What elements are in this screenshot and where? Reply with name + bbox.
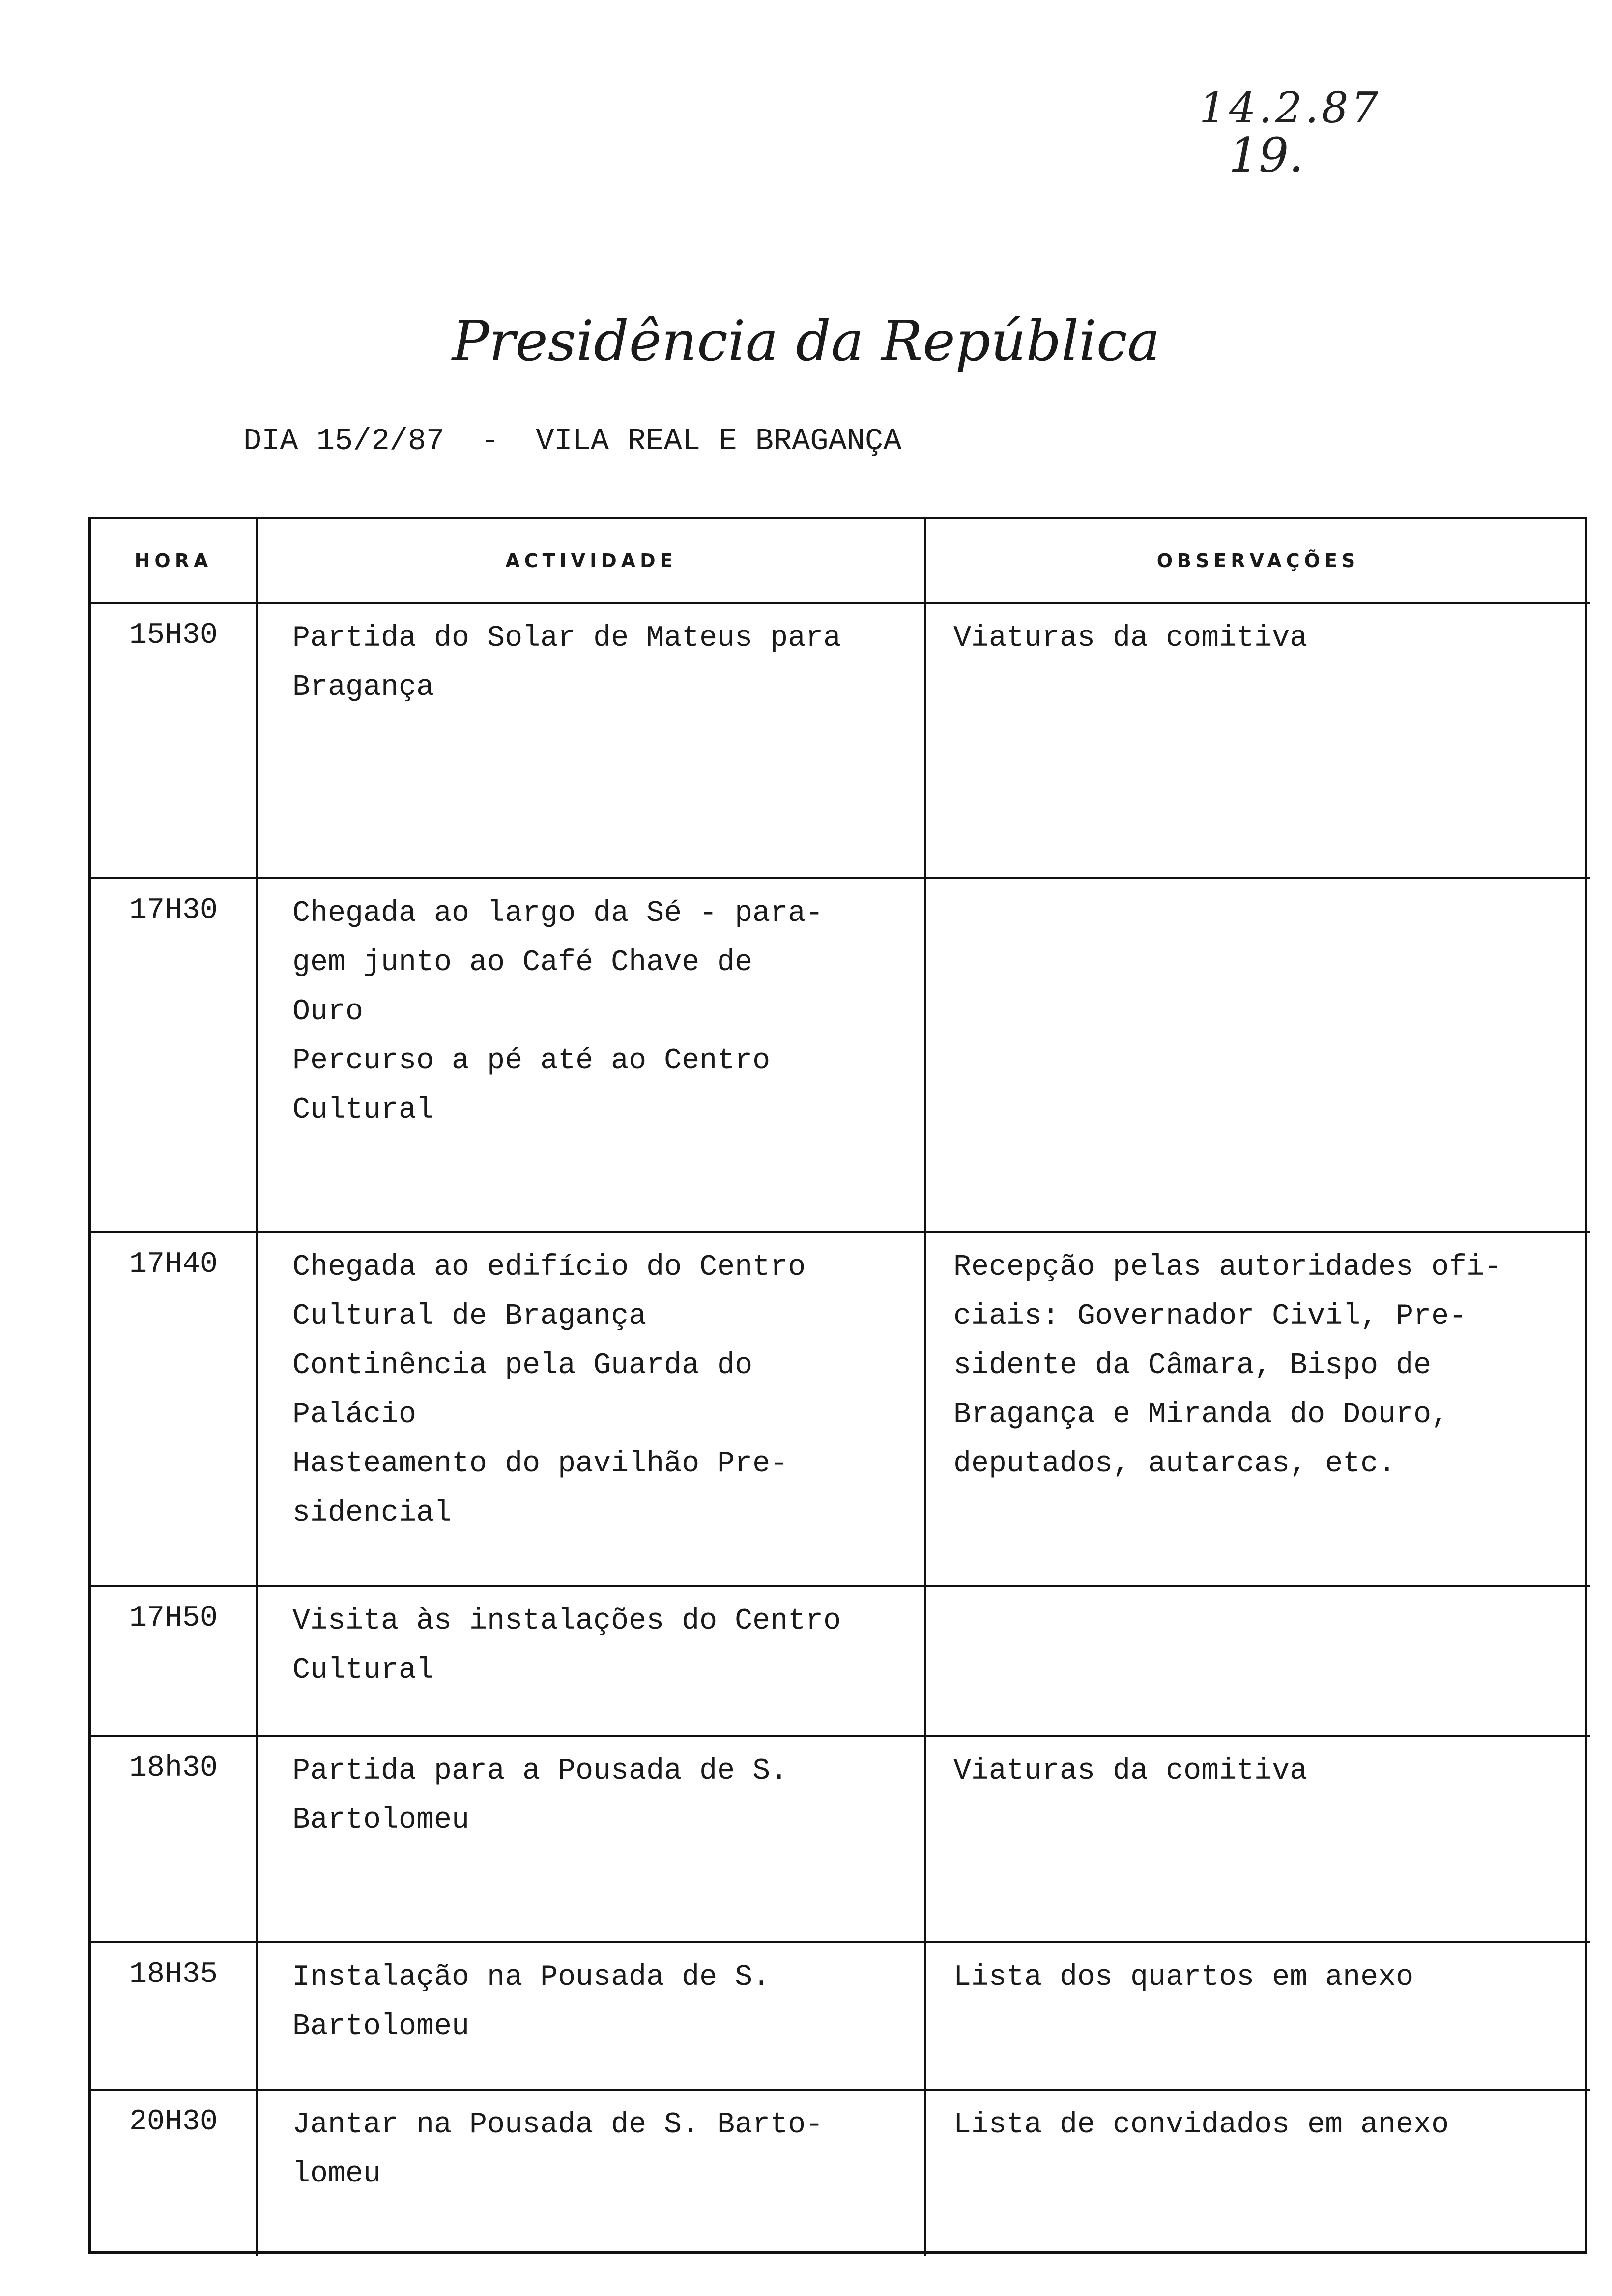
table-row-observacoes bbox=[926, 879, 1590, 1233]
table-row-observacoes: Viaturas da comitiva bbox=[926, 1737, 1590, 1943]
table-row-observacoes: Lista dos quartos em anexo bbox=[926, 1943, 1590, 2091]
table-row-actividade: Instalação na Pousada de S. Bartolomeu bbox=[258, 1943, 926, 2091]
table-row-hora: 17H40 bbox=[91, 1233, 258, 1587]
table-row-actividade: Partida do Solar de Mateus para Bragança bbox=[258, 604, 926, 879]
column-header-actividade: ACTIVIDADE bbox=[258, 519, 926, 604]
table-row-observacoes: Lista de convidados em anexo bbox=[953, 2108, 1449, 2142]
table-row-actividade: Visita às instalações do Centro Cultural bbox=[258, 1587, 926, 1737]
table-row-actividade: Jantar na Pousada de S. Barto- lomeu bbox=[258, 2091, 926, 2256]
table-row-observacoes: Recepção pelas autoridades ofi- ciais: Governador Civil, Pre- sidente da Câmara, Bispo de Bragança e Miranda do Douro, deputados, autarcas, etc. bbox=[926, 1233, 1590, 1587]
table-row-hora: 17H30 bbox=[91, 879, 258, 1233]
table-row-hora: 17H50 bbox=[91, 1587, 258, 1737]
handwritten-date: 14.2.87 bbox=[1199, 84, 1382, 133]
table-row-hora: 15H30 bbox=[91, 604, 258, 879]
table-row-actividade: Partida para a Pousada de S. Bartolomeu bbox=[258, 1737, 926, 1943]
schedule-table bbox=[88, 517, 1587, 2254]
table-row-hora: 18H35 bbox=[91, 1943, 258, 2091]
table-row-observacoes bbox=[926, 1587, 1590, 1737]
handwritten-number: 19. bbox=[1229, 128, 1304, 183]
column-header-hora: HORA bbox=[91, 519, 258, 604]
table-row-actividade: Chegada ao largo da Sé - para- gem junto ao Café Chave de Ouro Percurso a pé até ao Centro Cultural bbox=[258, 879, 926, 1233]
document-title: DIA 15/2/87 - VILA REAL E BRAGANÇA bbox=[243, 424, 902, 459]
table-row-actividade: Chegada ao edifício do Centro Cultural de Bragança Continência pela Guarda do Palácio Hasteamento do pavilhão Pre- sidencial bbox=[258, 1233, 926, 1587]
table-row-hora: 20H30 bbox=[91, 2091, 258, 2256]
letterhead: Presidência da República bbox=[452, 310, 1160, 373]
table-row-observacoes: Viaturas da comitiva bbox=[926, 604, 1590, 879]
table-row-hora: 18h30 bbox=[91, 1737, 258, 1943]
column-header-observacoes: OBSERVAÇÕES bbox=[926, 519, 1590, 604]
